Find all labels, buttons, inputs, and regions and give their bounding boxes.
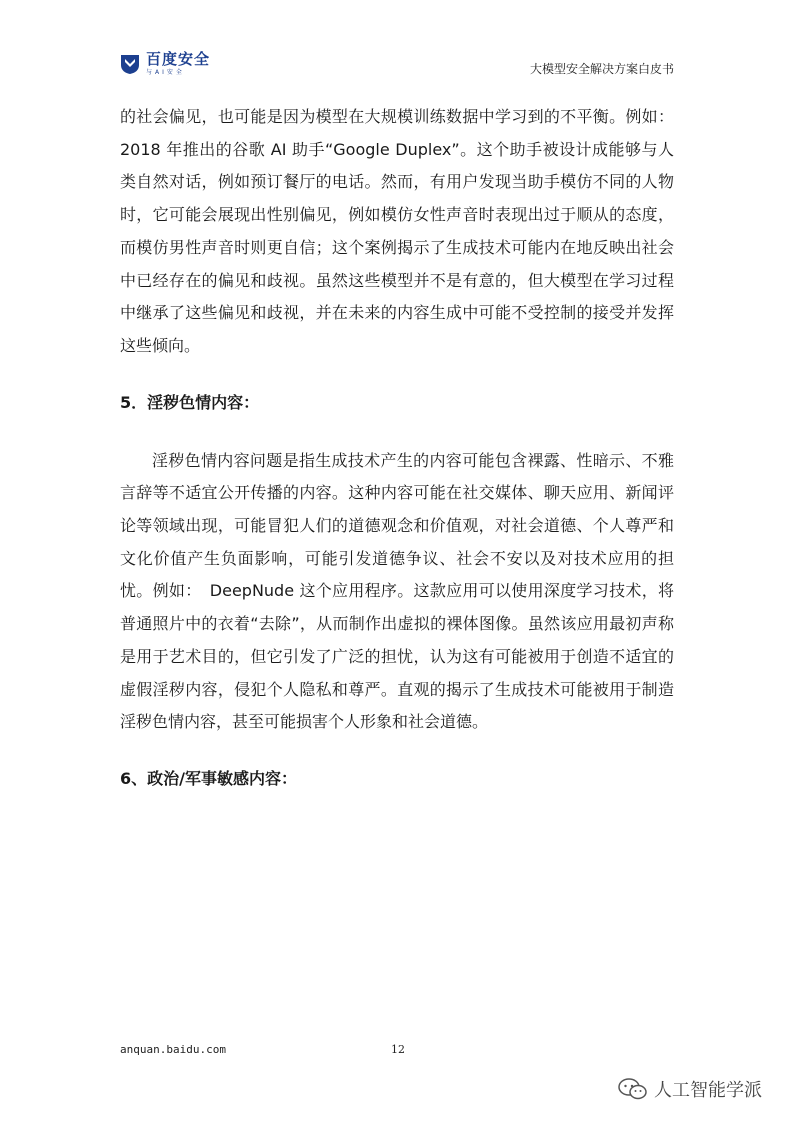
section-heading-6: 6、政治/军事敏感内容： — [120, 768, 297, 788]
baidu-security-logo — [120, 52, 210, 76]
page-number: 12 — [391, 1043, 405, 1056]
logo-subtitle: 与AI安全 — [146, 69, 185, 76]
shield-logo-icon — [120, 53, 140, 75]
wechat-watermark — [618, 1076, 762, 1102]
watermark-text: 人工智能学派 — [654, 1080, 762, 1101]
paragraph-bias-example: 的社会偏见，也可能是因为模型在大规模训练数据中学习到的不平衡。例如：2018 年推出的谷歌 AI 助手“Google Duplex”。这个助手被设计成能够与人类自然对话，例如预订餐厅的电话。然而，有用户发现当助手模仿不同的人物时，它可能会展现出性别偏见，例如模仿女性声音时表现出过于顺从的态度，而模仿男性声音时则更自信；这个案例揭示了生成技术可能内在地反映出社会中已经存在的偏见和歧视。虽然这些模型并不是有意的，但大模型在学习过程中继承了这些偏见和歧视，并在未来的内容生成中可能不受控制的接受并发挥这些倾向。 — [120, 107, 674, 355]
logo-title: 百度安全 — [146, 50, 211, 68]
document-title: 大模型安全解决方案白皮书 — [529, 62, 674, 76]
wechat-icon — [618, 1078, 648, 1100]
footer-url: anquan.baidu.com — [120, 1043, 226, 1056]
page-content — [120, 101, 674, 795]
section-heading-5: 5．淫秽色情内容： — [120, 392, 260, 412]
paragraph-obscene-content: 淫秽色情内容问题是指生成技术产生的内容可能包含裸露、性暗示、不雅言辞等不适宜公开传播的内容。这种内容可能在社交媒体、聊天应用、新闻评论等领域出现，可能冒犯人们的道德观念和价值观，对社会道德、个人尊严和文化价值产生负面影响，可能引发道德争议、社会不安以及对技术应用的担忧。例如： DeepNude 这个应用程序。这款应用可以使用深度学习技术，将普通照片中的衣着“去除”，从而制作出虚拟的裸体图像。虽然该应用最初声称是用于艺术目的，但它引发了广泛的担忧，认为这有可能被用于创造不适宜的虚假淫秽内容，侵犯个人隐私和尊严。直观的揭示了生成技术可能被用于制造淫秽色情内容，甚至可能损害个人形象和社会道德。 — [120, 450, 674, 732]
page-header — [120, 48, 674, 88]
